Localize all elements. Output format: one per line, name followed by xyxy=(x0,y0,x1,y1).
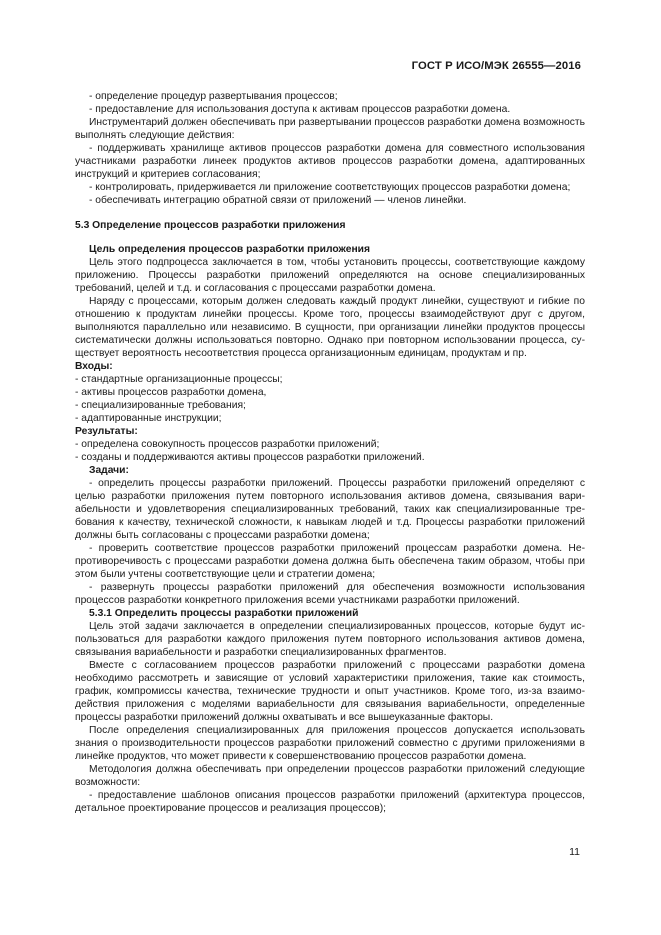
tasks-heading: Задачи: xyxy=(89,465,129,476)
list-item: - активы процессов разработки домена, xyxy=(75,387,267,398)
paragraph: - развернуть процессы разработки приложений для обеспечения возможности использования процессов разработки конкретного приложения всеми участниками разработки приложений. xyxy=(75,582,585,606)
list-item: - определена совокупность процессов разработки приложений; xyxy=(75,439,380,450)
list-item: - специализированные требования; xyxy=(75,400,246,411)
paragraph: - проверить соответствие процессов разработки приложений процессам разработки домена. Непротиворечивость с процессами разработки домена должна быть обеспечена таким образом, чтобы при этом были учтены соответствующие цели и стратегии домена; xyxy=(75,543,585,580)
inputs-heading: Входы: xyxy=(75,361,113,372)
list-item: - стандартные организационные процессы; xyxy=(75,374,283,385)
goal-heading: Цель определения процессов разработки приложения xyxy=(89,244,371,255)
paragraph: Цель этого подпроцесса заключается в том, чтобы установить процессы, соответствующие каждому приложению. Процессы разработки приложений определяются на основе специализированных требований, целей и т.д. и согласования с процессами разработки домена. xyxy=(75,257,585,294)
paragraph: - контролировать, придерживается ли приложение соответствующих процессов разработки домена; xyxy=(89,182,571,193)
paragraph: Инструментарий должен обеспечивать при развертывании процессов разработки домена возможность выполнять следующие действия: xyxy=(75,117,585,141)
subsection-title: 5.3.1 Определить процессы разработки приложений xyxy=(89,608,359,619)
list-item: - адаптированные инструкции; xyxy=(75,413,222,424)
paragraph: После определения специализированных для приложения процессов допускается использовать знания о производительности процессов разработки приложений совместно с другими приложениями в линейке продуктов, что может привести к совершенствованию процессов разработки домена. xyxy=(75,725,585,762)
document-body xyxy=(75,90,585,815)
paragraph: Методология должна обеспечивать при определении процессов разработки приложений следующие возможности: xyxy=(75,764,585,788)
paragraph: Наряду с процессами, которым должен следовать каждый продукт линейки, существуют и гибкие по отношению к продуктам линейки процессы. Кроме того, процессы взаимодействуют друг с другом, выполняются параллельно или независимо. В сущности, при организации линейки продуктов процессы систематически должны использоваться повторно. Однако при повторном использовании процесса, существует вероятность несоответствия процесса организационным единицам, продуктам и пр. xyxy=(75,296,585,359)
paragraph: - определение процедур развертывания процессов; xyxy=(89,91,338,102)
paragraph: - предоставление шаблонов описания процессов разработки приложений (архитектура процессов, детальное проектирование процессов и реализация процессов); xyxy=(75,790,585,814)
paragraph: Цель этой задачи заключается в определении специализированных процессов, которые будут использоваться для разработки каждого приложения путем повторного использования активов домена, связывания вариабельности и разработки специализированных фрагментов. xyxy=(75,621,585,658)
section-title: 5.3 Определение процессов разработки приложения xyxy=(75,220,346,231)
paragraph: Вместе с согласованием процессов разработки приложений с процессами разработки домена необходимо рассмотреть и зависящие от условий характеристики приложения, такие как стоимость, график, компромиссы качества, технические трудности и опыт участников. Кроме того, из-за взаимодействия приложения с моделями вариабельности для связывания вариабельности, определенные процессы разработки приложений должны охватывать и все вышеуказанные факторы. xyxy=(75,660,585,723)
paragraph: - обеспечивать интеграцию обратной связи от приложений — членов линейки. xyxy=(89,195,467,206)
paragraph: - поддерживать хранилище активов процессов разработки домена для совместного использования участниками разработки линеек продуктов активов процессов разработки домена, адаптированных инструкций и критериев согласования; xyxy=(75,143,585,180)
paragraph: - определить процессы разработки приложений. Процессы разработки приложений определяют с целью разработки приложения путем повторного использования активов домена, связывания вариабельности и удовлетворения специализированных требований, таких как специализированные требования к качеству, технической сложности, к навыкам людей и т.д. Процессы разработки приложений должны быть согласованы с процессами разработки домена; xyxy=(75,478,585,541)
paragraph: - предоставление для использования доступа к активам процессов разработки домена. xyxy=(89,104,511,115)
document-code-header: ГОСТ Р ИСО/МЭК 26555—2016 xyxy=(411,60,581,72)
page-number: 11 xyxy=(569,846,580,858)
results-heading: Результаты: xyxy=(75,426,138,437)
list-item: - созданы и поддерживаются активы процессов разработки приложений. xyxy=(75,452,425,463)
